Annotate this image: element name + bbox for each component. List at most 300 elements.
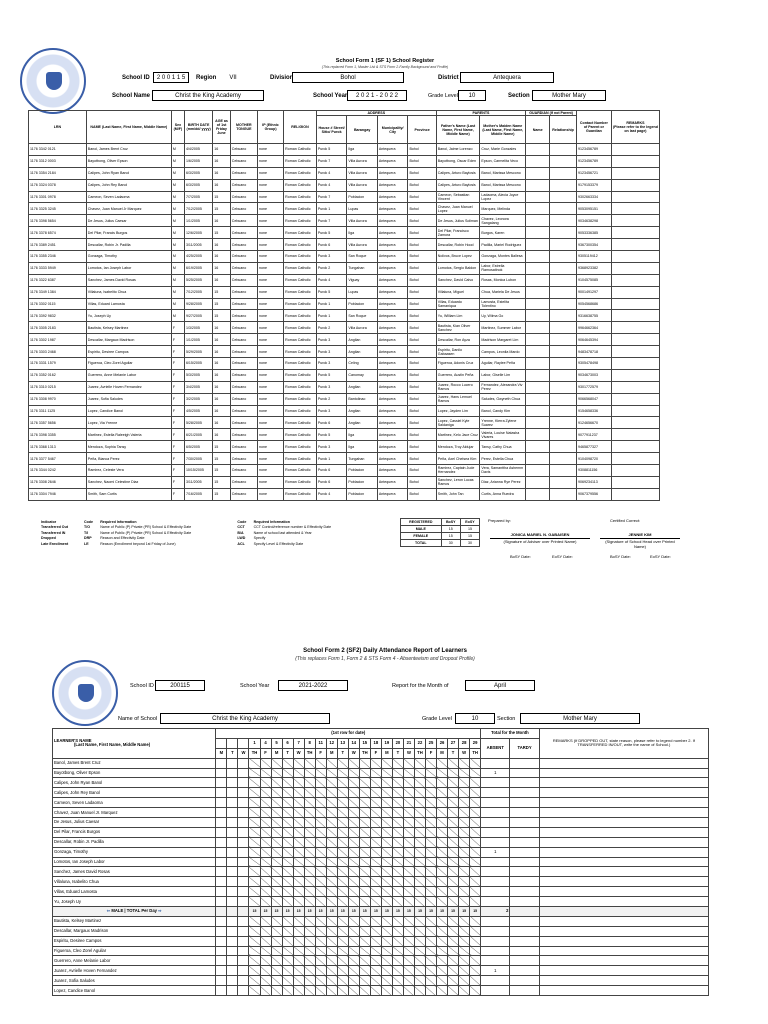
col-municipality: Municipality/ City <box>377 116 408 144</box>
attendance-cell <box>216 788 227 798</box>
total-month-header: Total for the Month <box>481 729 540 739</box>
learner-name-header <box>53 729 216 759</box>
learner-cell: Villa Aurora <box>347 215 378 227</box>
learner-cell: 16 <box>213 334 230 346</box>
register-cell: 30 <box>441 540 460 547</box>
remarks-cell <box>539 827 708 837</box>
learner-cell: F <box>171 453 184 465</box>
learner-cell: none <box>257 310 283 322</box>
learner-cell: Bohol <box>408 429 436 441</box>
learner-cell <box>550 429 577 441</box>
attendance-cell <box>216 887 227 897</box>
attendance-cell <box>381 877 392 887</box>
attendance-cell <box>337 956 348 966</box>
learner-cell: Bohol <box>408 262 436 274</box>
learner-cell: 9104098720 <box>576 453 611 465</box>
learner-cell: Purok 5 <box>316 369 347 381</box>
attendance-cell <box>470 778 481 788</box>
attendance-cell <box>260 956 271 966</box>
tardy-count <box>510 847 539 857</box>
remarks-cell <box>611 298 659 310</box>
attendance-cell <box>414 857 425 867</box>
attendance-cell <box>293 758 304 768</box>
learner-cell: Valeria, Louise Natasha Vivares <box>480 429 526 441</box>
remarks-cell <box>539 936 708 946</box>
learner-cell: Roman Catholic <box>284 239 317 251</box>
grade-level-field: 10 <box>458 90 486 101</box>
learner-cell: Poblacion <box>347 191 378 203</box>
attendance-cell <box>359 857 370 867</box>
attendance-cell <box>271 887 282 897</box>
indicator-cell: Transferred IN <box>41 530 66 535</box>
attendance-cell <box>425 867 436 877</box>
attendance-cell <box>359 827 370 837</box>
attendance-cell <box>260 976 271 986</box>
learner-cell: none <box>257 369 283 381</box>
attendance-cell <box>271 936 282 946</box>
learner-cell: Calipes, Arturo Baylosis <box>436 167 480 179</box>
learner-cell: Purok 5 <box>316 429 347 441</box>
indicator-cell: Transferred Out <box>41 525 68 530</box>
learner-cell: Bohol <box>408 453 436 465</box>
learner-name: Juarez, Sofia Saludes <box>53 976 216 986</box>
learner-cell: Bantolinao <box>347 393 378 405</box>
learner-cell: Antequera <box>377 334 408 346</box>
attendance-cell <box>249 818 260 828</box>
attendance-cell <box>238 827 249 837</box>
attendance-cell <box>216 916 227 926</box>
learner-cell <box>526 191 550 203</box>
learner-cell <box>550 405 577 417</box>
learner-cell: Antequera <box>377 476 408 488</box>
attendance-cell <box>403 798 414 808</box>
learner-cell: 1176 3305 2183 <box>29 322 87 334</box>
attendance-cell <box>293 956 304 966</box>
learner-cell: Antequera <box>377 298 408 310</box>
learner-cell <box>526 369 550 381</box>
register-cell: 15 <box>460 533 479 540</box>
learner-cell: Roman Catholic <box>284 417 317 429</box>
learner-cell: Descallar, Margaux Madrison <box>86 334 171 346</box>
learner-cell: Banol, Candy Kim <box>480 405 526 417</box>
male-day-total: 15 <box>271 907 282 917</box>
learner-cell: 15 <box>213 310 230 322</box>
learner-cell: Saludes, Gwyneth Chua <box>480 393 526 405</box>
attendance-cell <box>304 946 315 956</box>
attendance-cell <box>414 818 425 828</box>
learner-cell: 1176 3377 5467 <box>29 453 87 465</box>
attendance-cell <box>260 877 271 887</box>
learner-cell: 1176 3398 5654 <box>29 215 87 227</box>
learner-cell: Labor, Giselle Lim <box>480 369 526 381</box>
learner-row <box>29 191 660 203</box>
day-cell: T <box>227 748 238 758</box>
learner-cell: Vera, Samanttha Ashemm Davis <box>480 465 526 477</box>
attendance-cell <box>459 778 470 788</box>
attendance-cell <box>359 926 370 936</box>
col-father: Father's Name (Last Name, First Name, Middle Name) <box>436 116 480 144</box>
learner-cell: Rosas, Monica Lubon <box>480 274 526 286</box>
male-day-total: 15 <box>282 907 293 917</box>
attendance-cell <box>448 926 459 936</box>
attendance-cell <box>315 847 326 857</box>
attendance-cell <box>348 798 359 808</box>
learner-cell: F <box>171 476 184 488</box>
learner-cell: Yu, William Lim <box>436 310 480 322</box>
learner-cell: Villa Aurora <box>347 167 378 179</box>
learner-name: Banol, James Brent Cruz <box>53 758 216 768</box>
learner-cell: Roman Catholic <box>284 274 317 286</box>
attendance-cell <box>448 966 459 976</box>
attendance-cell <box>326 857 337 867</box>
male-day-total <box>238 907 249 917</box>
learner-cell: Purok 2 <box>316 322 347 334</box>
learner-cell: Banol, James Brent Cruz <box>86 144 171 156</box>
attendance-cell <box>448 877 459 887</box>
learner-cell: Poblacion <box>347 488 378 500</box>
learner-cell: Bohol <box>408 346 436 358</box>
attendance-cell <box>437 966 448 976</box>
school-year-label: School Year <box>313 93 348 99</box>
learner-name: Bayotbong, Oliver Epson <box>53 768 216 778</box>
attendance-cell <box>348 837 359 847</box>
tardy-count <box>510 808 539 818</box>
attendance-cell <box>293 788 304 798</box>
attendance-cell <box>337 788 348 798</box>
learner-cell: Campos, Leonila Mardo <box>480 346 526 358</box>
attendance-cell <box>260 916 271 926</box>
attendance-cell <box>227 788 238 798</box>
learner-cell: Antequera <box>377 274 408 286</box>
attendance-cell <box>448 986 459 996</box>
indicator-header: Required Information <box>100 519 137 524</box>
attendance-cell <box>448 788 459 798</box>
attendance-cell <box>260 837 271 847</box>
learner-cell: 9305119412 <box>576 251 611 263</box>
learner-cell <box>526 358 550 370</box>
attendance-cell <box>370 827 381 837</box>
learner-cell <box>550 465 577 477</box>
learner-cell: 16 <box>213 393 230 405</box>
attendance-cell <box>359 887 370 897</box>
remarks-cell <box>611 144 659 156</box>
remarks-cell <box>611 405 659 417</box>
learner-name: Cameon, Seven Ladaoma <box>53 798 216 808</box>
attendance-cell <box>359 946 370 956</box>
learner-cell: Epson, Carmelita Veco <box>480 155 526 167</box>
date-cell: 22 <box>414 738 425 748</box>
attendance-cell <box>392 867 403 877</box>
attendance-cell <box>448 768 459 778</box>
learner-cell: Ilga <box>347 144 378 156</box>
day-cell: TH <box>304 748 315 758</box>
attendance-cell <box>381 827 392 837</box>
learner-cell: De Jesus, Julius Soliman <box>436 215 480 227</box>
attendance-cell <box>392 986 403 996</box>
attendance-cell <box>249 788 260 798</box>
attendance-cell <box>470 956 481 966</box>
learner-cell: 1176 3331 1579 <box>29 358 87 370</box>
learner-cell: none <box>257 167 283 179</box>
attendance-cell <box>293 976 304 986</box>
day-cell: F <box>260 748 271 758</box>
attendance-cell <box>249 837 260 847</box>
learner-cell: 9066568047 <box>576 393 611 405</box>
learner-cell: 15 <box>213 488 230 500</box>
attendance-cell <box>326 946 337 956</box>
f2-section-label: Section <box>497 716 516 722</box>
learner-cell: Tungahan <box>347 453 378 465</box>
attendance-cell <box>392 946 403 956</box>
attendance-cell <box>315 837 326 847</box>
learner-cell: Figueroa, Adonis Cruz <box>436 358 480 370</box>
learner-cell: Purok 6 <box>316 417 347 429</box>
attendance-cell <box>260 936 271 946</box>
learner-cell: 1176 3304 7946 <box>29 488 87 500</box>
learner-cell: 16 <box>213 369 230 381</box>
attendance-cell <box>403 857 414 867</box>
learner-attendance-row <box>53 857 709 867</box>
learner-cell: Cebuano <box>230 381 257 393</box>
learner-cell: 15 <box>213 286 230 298</box>
learner-row <box>29 334 660 346</box>
learner-cell: Antequera <box>377 346 408 358</box>
learner-cell: Canomay <box>347 369 378 381</box>
f2-school-name-label: Name of School <box>118 716 158 722</box>
f2-school-year-label: School Year <box>240 683 270 689</box>
date-cell <box>238 738 249 748</box>
attendance-cell <box>293 808 304 818</box>
attendance-cell <box>448 837 459 847</box>
learner-cell <box>526 346 550 358</box>
remarks-legend-note: (Please refer to the legend on last page) <box>612 125 658 133</box>
learner-cell: M <box>171 203 184 215</box>
learner-name: Yu, Joseph Uy <box>53 897 216 907</box>
learner-cell: Madrison Margaret Lim <box>480 334 526 346</box>
learner-cell: Padilla, Mariel Rodriguez <box>480 239 526 251</box>
attendance-cell <box>392 837 403 847</box>
learner-cell: Cebuano <box>230 441 257 453</box>
attendance-cell <box>282 758 293 768</box>
male-day-total: 15 <box>337 907 348 917</box>
tardy-count <box>510 857 539 867</box>
attendance-cell <box>370 778 381 788</box>
attendance-cell <box>326 867 337 877</box>
month-field: April <box>465 680 535 691</box>
f2-grade-label: Grade Level <box>422 716 452 722</box>
learner-cell: Yu, Joseph Uy <box>86 310 171 322</box>
attendance-cell <box>392 976 403 986</box>
learner-attendance-row <box>53 847 709 857</box>
learner-cell: Bohol <box>408 215 436 227</box>
attendance-cell <box>403 768 414 778</box>
learner-cell <box>550 476 577 488</box>
learner-cell <box>526 453 550 465</box>
learner-cell: Purok 5 <box>316 227 347 239</box>
learner-cell: 3/11/2005 <box>184 239 212 251</box>
learner-cell: 5/25/2005 <box>184 274 212 286</box>
learner-cell: Banol, Jaime Lorenzo <box>436 144 480 156</box>
date-cell: 26 <box>437 738 448 748</box>
learner-cell: Bohol <box>408 298 436 310</box>
attendance-cell <box>271 966 282 976</box>
attendance-cell <box>437 818 448 828</box>
attendance-cell <box>459 788 470 798</box>
learner-cell: 9308811156 <box>576 465 611 477</box>
col-remarks <box>611 111 659 144</box>
learner-cell: 15 <box>213 298 230 310</box>
learner-cell <box>526 215 550 227</box>
day-cell: M <box>326 748 337 758</box>
learner-cell: 1176 3308 2646 <box>29 476 87 488</box>
learner-cell: none <box>257 346 283 358</box>
learner-cell <box>526 274 550 286</box>
school-id-field: 2 0 0 1 1 5 <box>153 72 189 83</box>
attendance-cell <box>414 926 425 936</box>
attendance-cell <box>370 976 381 986</box>
learner-cell <box>526 298 550 310</box>
learner-cell: Bohol <box>408 227 436 239</box>
learner-cell: none <box>257 358 283 370</box>
attendance-cell <box>381 976 392 986</box>
attendance-cell <box>315 788 326 798</box>
attendance-cell <box>271 897 282 907</box>
attendance-cell <box>414 877 425 887</box>
learner-cell: Roman Catholic <box>284 179 317 191</box>
learner-cell: Martinez, Summer Labor <box>480 322 526 334</box>
attendance-cell <box>359 788 370 798</box>
remarks-cell <box>539 798 708 808</box>
learner-cell: Purok 7 <box>316 215 347 227</box>
attendance-cell <box>348 857 359 867</box>
attendance-cell <box>392 798 403 808</box>
learner-cell: F <box>171 465 184 477</box>
learner-cell: 4/5/2005 <box>184 405 212 417</box>
indicator-cell: LE <box>84 541 89 546</box>
attendance-cell <box>326 916 337 926</box>
learner-cell: Bohol <box>408 381 436 393</box>
learner-row <box>29 262 660 274</box>
attendance-cell <box>260 798 271 808</box>
learner-cell: 10/15/2005 <box>184 465 212 477</box>
learner-cell: Cebuano <box>230 203 257 215</box>
attendance-cell <box>403 778 414 788</box>
learner-row <box>29 227 660 239</box>
attendance-cell <box>315 976 326 986</box>
learner-attendance-row <box>53 976 709 986</box>
learner-row <box>29 322 660 334</box>
attendance-cell <box>403 887 414 897</box>
learner-cell: Cruz, Marie Gonzales <box>480 144 526 156</box>
attendance-cell <box>249 847 260 857</box>
learner-cell: Antequera <box>377 429 408 441</box>
attendance-cell <box>337 867 348 877</box>
attendance-cell <box>260 778 271 788</box>
attendance-cell <box>448 778 459 788</box>
learner-cell: Purok 4 <box>316 274 347 286</box>
learner-cell: Purok 6 <box>316 465 347 477</box>
attendance-cell <box>216 926 227 936</box>
remarks-cell <box>611 358 659 370</box>
learner-cell: Bayotbong, Oliver Epson <box>86 155 171 167</box>
attendance-cell <box>348 897 359 907</box>
attendance-cell <box>260 966 271 976</box>
division-field: Bohol <box>292 72 404 83</box>
learner-cell: M <box>171 286 184 298</box>
learner-cell: Villas, Eduard Lamosta <box>86 298 171 310</box>
learner-cell: Marquez, Melinda <box>480 203 526 215</box>
attendance-cell <box>326 768 337 778</box>
attendance-cell <box>227 758 238 768</box>
attendance-cell <box>326 798 337 808</box>
learner-cell: Cebuano <box>230 227 257 239</box>
attendance-cell <box>282 818 293 828</box>
attendance-cell <box>260 926 271 936</box>
attendance-cell <box>337 887 348 897</box>
attendance-cell <box>381 857 392 867</box>
date-cell: 11 <box>315 738 326 748</box>
learner-cell: M <box>171 167 184 179</box>
attendance-cell <box>337 768 348 778</box>
attendance-cell <box>271 778 282 788</box>
learner-cell: Purok 3 <box>316 405 347 417</box>
remarks-cell <box>539 818 708 828</box>
learner-cell: 9104575085 <box>576 274 611 286</box>
learner-cell: 1176 3398 3355 <box>29 429 87 441</box>
learner-cell: Cebuano <box>230 191 257 203</box>
attendance-cell <box>425 798 436 808</box>
male-tardy-total <box>510 907 539 917</box>
attendance-cell <box>470 818 481 828</box>
remarks-cell <box>611 322 659 334</box>
learner-row <box>29 155 660 167</box>
learner-row <box>29 286 660 298</box>
learner-cell: M <box>171 251 184 263</box>
attendance-cell <box>370 788 381 798</box>
learner-cell: Bohol <box>408 441 436 453</box>
attendance-cell <box>448 758 459 768</box>
attendance-cell <box>448 887 459 897</box>
male-remarks <box>539 907 708 917</box>
remarks-cell <box>611 191 659 203</box>
learner-row <box>29 310 660 322</box>
date-cell: 19 <box>381 738 392 748</box>
attendance-cell <box>348 946 359 956</box>
remarks-cell <box>611 453 659 465</box>
date-cell: 4 <box>260 738 271 748</box>
attendance-cell <box>337 827 348 837</box>
attendance-cell <box>260 827 271 837</box>
attendance-cell <box>370 916 381 926</box>
attendance-cell <box>425 857 436 867</box>
learner-cell: 1176 3349 1384 <box>29 286 87 298</box>
learner-attendance-row <box>53 887 709 897</box>
learner-cell: none <box>257 393 283 405</box>
attendance-cell <box>216 877 227 887</box>
date-cell: 1 <box>249 738 260 748</box>
attendance-cell <box>271 827 282 837</box>
learner-cell: Espiritu, Danilo Gabaasen <box>436 346 480 358</box>
attendance-cell <box>414 808 425 818</box>
attendance-cell <box>381 936 392 946</box>
attendance-cell <box>359 867 370 877</box>
tardy-count <box>510 897 539 907</box>
attendance-cell <box>315 857 326 867</box>
attendance-cell <box>437 916 448 926</box>
tardy-header: TARDY <box>510 738 539 758</box>
learner-attendance-row <box>53 818 709 828</box>
attendance-cell <box>381 916 392 926</box>
